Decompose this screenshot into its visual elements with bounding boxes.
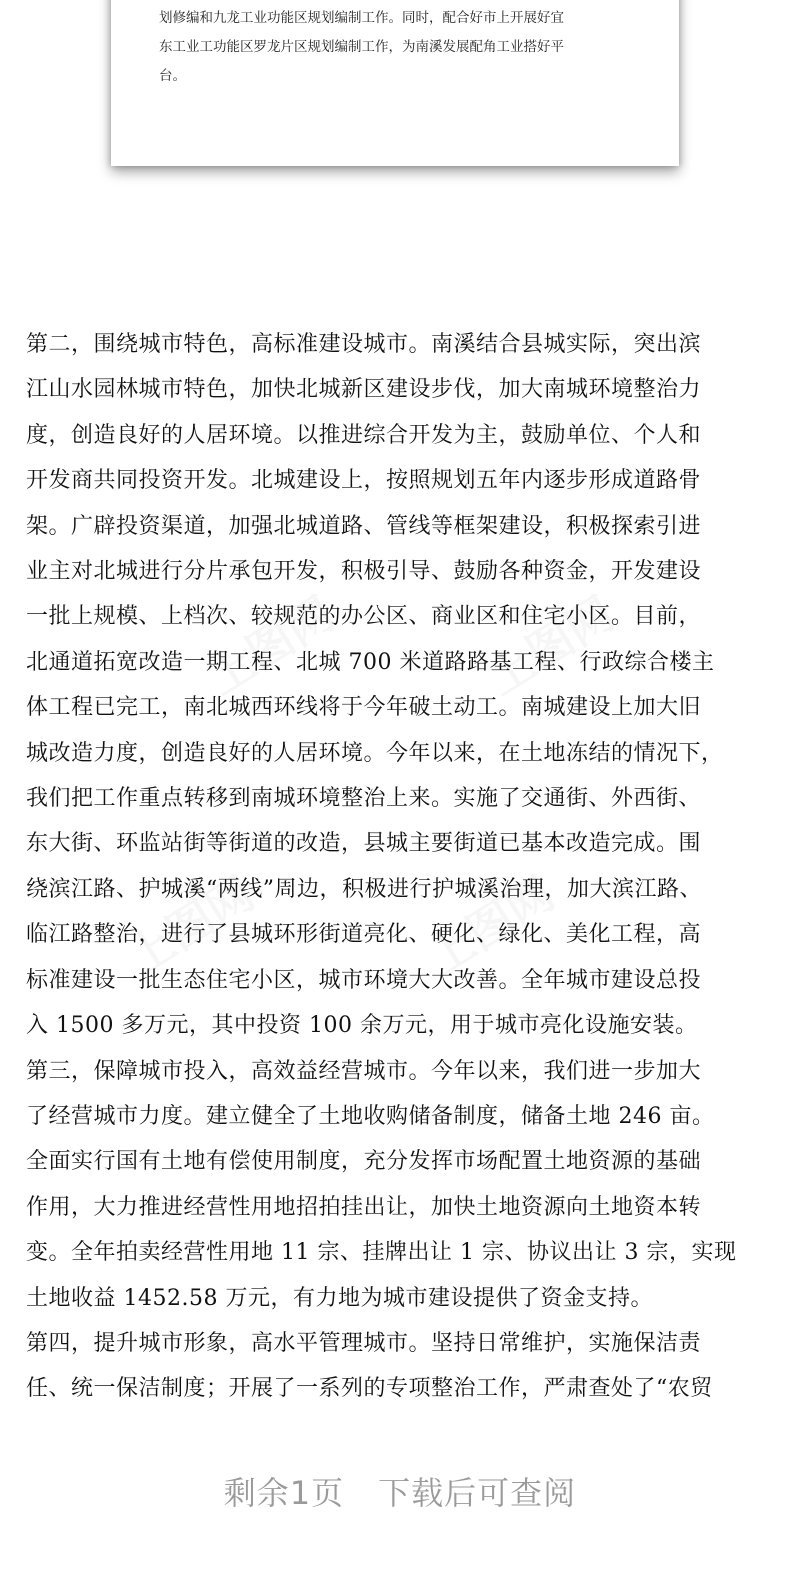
body-line: 标准建设一批生态住宅小区，城市环境大大改善。全年城市建设总投 [26, 967, 702, 993]
preview-line: 划修编和九龙工业功能区规划编制工作。同时，配合好市上开展好宜 [159, 10, 564, 26]
body-line: 土地收益 1452.58 万元，有力地为城市建设提供了资金支持。 [26, 1285, 653, 1311]
remaining-pages-label: 剩余1页 [223, 1474, 345, 1512]
body-line: 开发商共同投资开发。北城建设上，按照规划五年内逐步形成道路骨 [26, 468, 702, 494]
preview-page-text [159, 4, 639, 91]
body-line: 江山水园林城市特色，加快北城新区建设步伐，加大南城环境整治力 [26, 377, 702, 403]
preview-line: 东工业工功能区罗龙片区规划编制工作，为南溪发展配角工业搭好平 [159, 39, 564, 55]
body-line: 北通道拓宽改造一期工程、北城 700 米道路路基工程、行政综合楼主 [26, 649, 715, 675]
body-line: 作用，大力推进经营性用地招拍挂出让，加快土地资源向土地资本转 [26, 1194, 702, 1220]
body-line: 第二，围绕城市特色，高标准建设城市。南溪结合县城实际，突出滨 [26, 332, 702, 357]
body-line: 我们把工作重点转移到南城环境整治上来。实施了交通街、外西街、 [26, 786, 702, 812]
body-line: 了经营城市力度。建立健全了土地收购储备制度，储备土地 246 亩。 [26, 1103, 715, 1129]
body-line: 入 1500 多万元，其中投资 100 余万元，用于城市亮化设施安装。 [26, 1013, 698, 1039]
body-line: 第三，保障城市投入，高效益经营城市。今年以来，我们进一步加大 [26, 1058, 702, 1084]
body-line: 架。广辟投资渠道，加强北城道路、管线等框架建设，积极探索引进 [26, 513, 702, 539]
body-line: 任、统一保洁制度；开展了一系列的专项整治工作，严肃查处了“农贸 [26, 1376, 713, 1402]
preview-line: 台。 [159, 68, 186, 84]
body-line: 全面实行国有土地有偿使用制度，充分发挥市场配置土地资源的基础 [26, 1149, 702, 1175]
body-line: 体工程已完工，南北城西环线将于今年破土动工。南城建设上加大旧 [26, 695, 702, 721]
document-body [26, 322, 786, 1412]
body-line: 东大街、环监站街等街道的改造，县城主要街道已基本改造完成。围 [26, 831, 702, 857]
download-to-view-label[interactable]: 下载后可查阅 [378, 1474, 577, 1512]
body-line: 第四，提升城市形象，高水平管理城市。坚持日常维护，实施保洁责 [26, 1330, 702, 1356]
body-line: 城改造力度，创造良好的人居环境。今年以来，在土地冻结的情况下， [26, 740, 724, 766]
body-line: 绕滨江路、护城溪“两线”周边，积极进行护城溪治理，加大滨江路、 [26, 876, 702, 902]
body-line: 业主对北城进行分片承包开发，积极引导、鼓励各种资金，开发建设 [26, 559, 702, 585]
body-line: 度，创造良好的人居环境。以推进综合开发为主，鼓励单位、个人和 [26, 422, 702, 448]
body-line: 一批上规模、上档次、较规范的办公区、商业区和住宅小区。目前， [26, 604, 702, 630]
body-line: 变。全年拍卖经营性用地 11 宗、挂牌出让 1 宗、协议出让 3 宗，实现 [26, 1240, 737, 1266]
download-prompt[interactable] [0, 1468, 800, 1514]
body-line: 临江路整治，进行了县城环形街道亮化、硬化、绿化、美化工程，高 [26, 922, 702, 948]
preview-page-card [111, 0, 679, 166]
